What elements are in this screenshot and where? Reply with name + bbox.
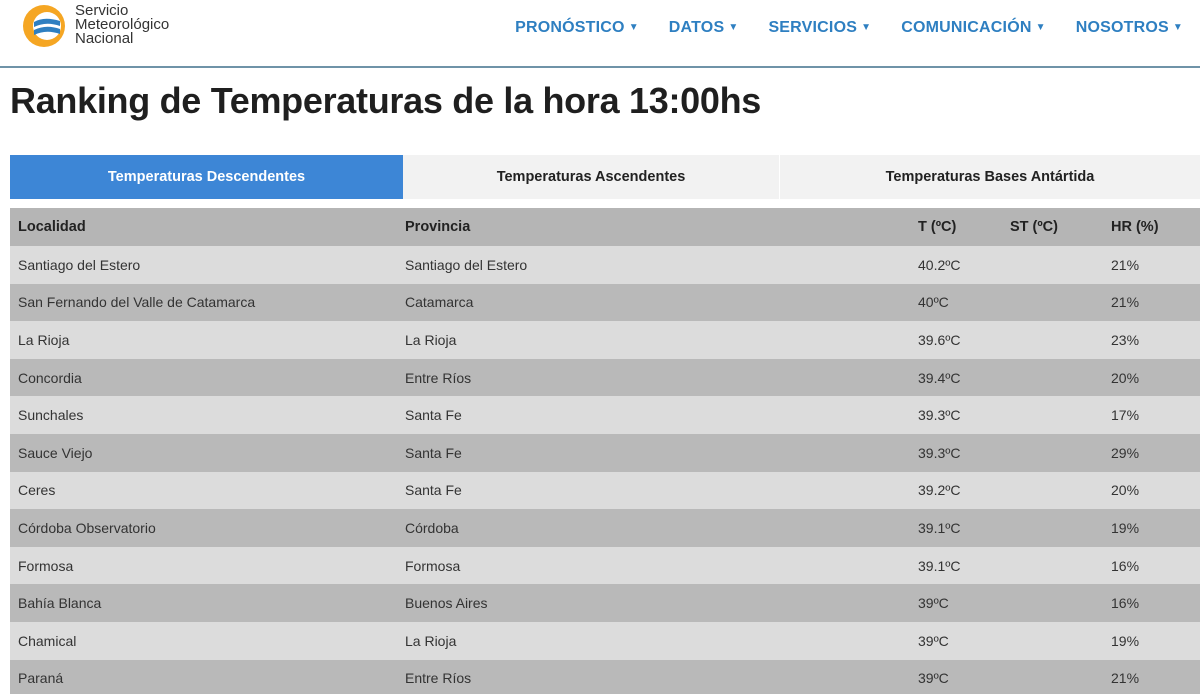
- table-body: [10, 246, 1200, 694]
- main-nav: [485, 19, 1200, 37]
- temperatura-cell: 39.6ºC: [918, 331, 961, 348]
- humedad-cell: 20%: [1111, 369, 1140, 386]
- provincia-cell: Córdoba: [405, 519, 459, 536]
- table-row: [10, 284, 1200, 322]
- humedad-cell: 21%: [1111, 670, 1140, 687]
- temperatura-cell: 40ºC: [918, 294, 949, 311]
- table-row: [10, 472, 1200, 510]
- localidad-cell: La Rioja: [18, 331, 70, 348]
- table-row: [10, 246, 1200, 284]
- provincia-cell: Entre Ríos: [405, 369, 472, 386]
- temperatura-cell: 39.3ºC: [918, 444, 961, 461]
- tab-temperaturas-descendentes[interactable]: Temperaturas Descendentes: [10, 155, 403, 199]
- caret-down-icon: ▼: [1035, 22, 1046, 33]
- humedad-cell: 20%: [1111, 482, 1140, 499]
- page-title: Ranking de Temperaturas de la hora 13:00hs: [10, 80, 761, 121]
- localidad-cell: Santiago del Estero: [18, 256, 141, 273]
- humedad-cell: 19%: [1111, 632, 1140, 649]
- header-localidad: Localidad: [18, 219, 86, 235]
- temperatura-cell: 39ºC: [918, 632, 949, 649]
- provincia-cell: Formosa: [405, 557, 461, 574]
- ranking-tabs: [10, 155, 1200, 199]
- provincia-cell: La Rioja: [405, 331, 457, 348]
- localidad-cell: San Fernando del Valle de Catamarca: [18, 294, 256, 311]
- table-row: [10, 434, 1200, 472]
- table-row: [10, 622, 1200, 660]
- caret-down-icon: ▼: [628, 22, 639, 33]
- humedad-cell: 21%: [1111, 256, 1140, 273]
- caret-down-icon: ▼: [1172, 22, 1183, 33]
- logo-line-3: Nacional: [75, 30, 134, 47]
- humedad-cell: 16%: [1111, 557, 1140, 574]
- logo-line-2: Meteorológico: [75, 16, 170, 33]
- caret-down-icon: ▼: [728, 22, 739, 33]
- localidad-cell: Paraná: [18, 670, 64, 687]
- provincia-cell: Santa Fe: [405, 444, 462, 461]
- nav-servicios[interactable]: SERVICIOS ▼: [768, 19, 872, 36]
- humedad-cell: 29%: [1111, 444, 1140, 461]
- localidad-cell: Córdoba Observatorio: [18, 519, 156, 536]
- nav-nosotros[interactable]: NOSOTROS ▼: [1075, 19, 1183, 36]
- table-row: [10, 396, 1200, 434]
- table-header-row: [10, 208, 1200, 246]
- temperatura-cell: 39ºC: [918, 670, 949, 687]
- humedad-cell: 21%: [1111, 294, 1140, 311]
- temperatura-cell: 39.2ºC: [918, 482, 961, 499]
- nav-pronostico[interactable]: PRONÓSTICO ▼: [515, 19, 639, 36]
- localidad-cell: Concordia: [18, 369, 82, 386]
- logo-text: [75, 4, 169, 46]
- localidad-cell: Formosa: [18, 557, 74, 574]
- table-row: [10, 547, 1200, 585]
- localidad-cell: Sunchales: [18, 407, 84, 424]
- table-row: [10, 359, 1200, 397]
- localidad-cell: Chamical: [18, 632, 77, 649]
- header-temperatura: T (ºC): [918, 219, 957, 235]
- provincia-cell: Buenos Aires: [405, 595, 488, 612]
- localidad-cell: Sauce Viejo: [18, 444, 93, 461]
- table-row: [10, 509, 1200, 547]
- nav-datos[interactable]: DATOS ▼: [668, 19, 739, 36]
- provincia-cell: Santa Fe: [405, 407, 462, 424]
- smn-logo[interactable]: [20, 2, 200, 52]
- temperatura-cell: 39.1ºC: [918, 557, 961, 574]
- site-header: [0, 0, 1200, 68]
- caret-down-icon: ▼: [861, 22, 872, 33]
- ranking-table: [10, 208, 1200, 694]
- table-row: [10, 584, 1200, 622]
- header-sensacion-termica: ST (ºC): [1010, 219, 1058, 235]
- provincia-cell: Santiago del Estero: [405, 256, 528, 273]
- header-humedad: HR (%): [1111, 219, 1159, 235]
- header-provincia: Provincia: [405, 219, 471, 235]
- temperatura-cell: 40.2ºC: [918, 256, 961, 273]
- logo-line-1: Servicio: [75, 2, 129, 19]
- localidad-cell: Ceres: [18, 482, 56, 499]
- humedad-cell: 17%: [1111, 407, 1140, 424]
- provincia-cell: La Rioja: [405, 632, 457, 649]
- tab-temperaturas-antartida[interactable]: Temperaturas Bases Antártida: [780, 155, 1200, 199]
- table-row: [10, 321, 1200, 359]
- localidad-cell: Bahía Blanca: [18, 595, 102, 612]
- humedad-cell: 23%: [1111, 331, 1140, 348]
- temperatura-cell: 39ºC: [918, 595, 949, 612]
- provincia-cell: Catamarca: [405, 294, 474, 311]
- humedad-cell: 16%: [1111, 595, 1140, 612]
- temperatura-cell: 39.3ºC: [918, 407, 961, 424]
- temperatura-cell: 39.4ºC: [918, 369, 961, 386]
- humedad-cell: 19%: [1111, 519, 1140, 536]
- provincia-cell: Entre Ríos: [405, 670, 472, 687]
- temperatura-cell: 39.1ºC: [918, 519, 961, 536]
- smn-logo-icon: [20, 2, 74, 50]
- nav-comunicacion[interactable]: COMUNICACIÓN ▼: [901, 19, 1046, 36]
- table-row: [10, 660, 1200, 694]
- provincia-cell: Santa Fe: [405, 482, 462, 499]
- tab-temperaturas-ascendentes[interactable]: Temperaturas Ascendentes: [403, 155, 780, 199]
